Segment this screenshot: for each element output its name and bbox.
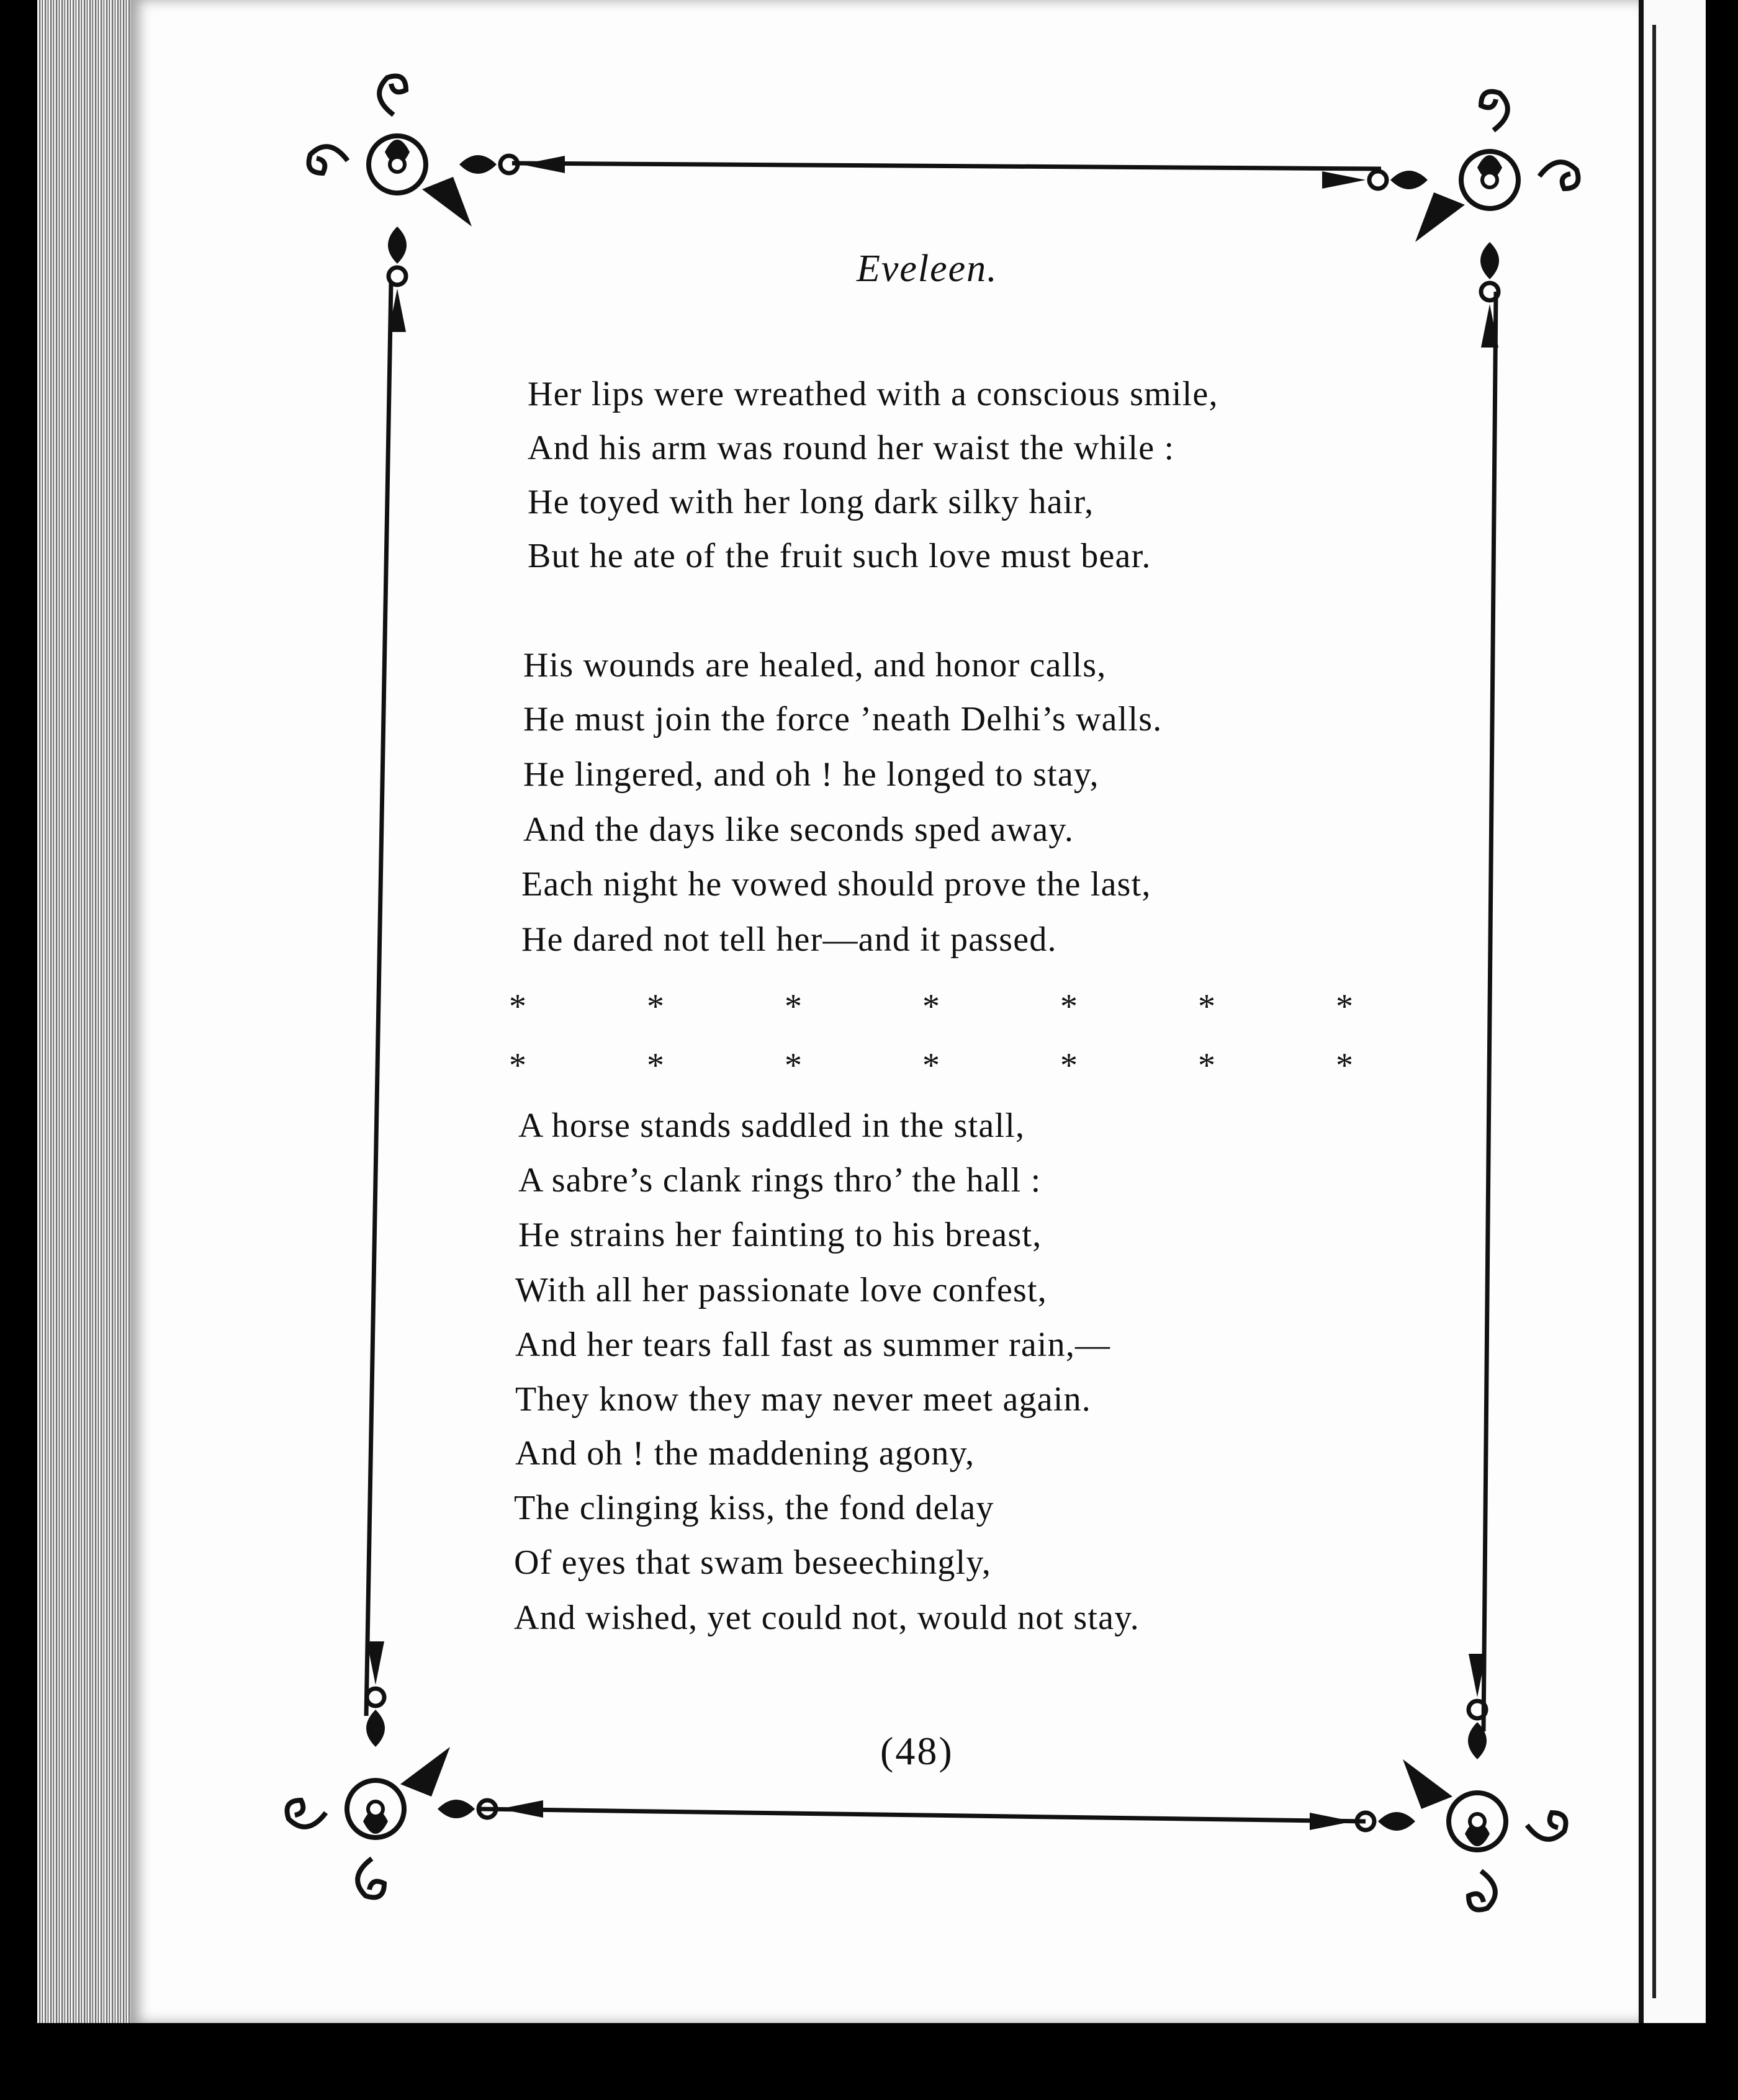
verse-line: A sabre’s clank rings thro’ the hall : bbox=[518, 1161, 1042, 1200]
asterisk: * bbox=[922, 1046, 940, 1085]
asterism-row bbox=[509, 1046, 1353, 1085]
asterisk: * bbox=[647, 1046, 664, 1085]
asterism-row bbox=[509, 987, 1353, 1026]
verse-line: The clinging kiss, the fond delay bbox=[514, 1489, 994, 1527]
verse-line: Of eyes that swam beseechingly, bbox=[514, 1543, 992, 1582]
page-number: (48) bbox=[880, 1729, 954, 1773]
verse-line: And wished, yet could not, would not stay. bbox=[514, 1599, 1140, 1637]
verse-line: They know they may never meet again. bbox=[515, 1380, 1091, 1419]
binding-strip bbox=[1639, 0, 1706, 2023]
binding-line bbox=[1652, 25, 1656, 1998]
verse-line: And oh ! the maddening agony, bbox=[515, 1434, 975, 1473]
verse-line: His wounds are healed, and honor calls, bbox=[523, 646, 1107, 684]
asterisk: * bbox=[1336, 987, 1353, 1026]
asterisk: * bbox=[509, 987, 526, 1026]
verse-line: And her tears fall fast as summer rain,— bbox=[515, 1326, 1111, 1364]
verse-line: With all her passionate love confest, bbox=[515, 1271, 1048, 1309]
asterisk: * bbox=[509, 1046, 526, 1085]
asterisk: * bbox=[1060, 1046, 1078, 1085]
asterisk: * bbox=[1060, 987, 1078, 1026]
running-title: Eveleen. bbox=[857, 248, 998, 290]
verse-line: A horse stands saddled in the stall, bbox=[518, 1106, 1025, 1145]
verse-line: He must join the force ’neath Delhi’s walls. bbox=[523, 700, 1163, 738]
verse-line: He lingered, and oh ! he longed to stay, bbox=[523, 755, 1099, 794]
asterisk: * bbox=[1198, 987, 1215, 1026]
asterisk: * bbox=[1198, 1046, 1215, 1085]
asterisk: * bbox=[785, 987, 802, 1026]
verse-line: He dared not tell her—and it passed. bbox=[521, 920, 1057, 959]
asterisk: * bbox=[922, 987, 940, 1026]
asterisk: * bbox=[647, 987, 664, 1026]
asterisk: * bbox=[785, 1046, 802, 1085]
verse-line: Her lips were wreathed with a conscious smile, bbox=[528, 375, 1218, 413]
asterisk: * bbox=[1336, 1046, 1353, 1085]
verse-line: He toyed with her long dark silky hair, bbox=[528, 483, 1094, 521]
verse-line: And the days like seconds sped away. bbox=[523, 810, 1074, 849]
verse-line: And his arm was round her waist the while : bbox=[528, 429, 1175, 467]
verse-line: But he ate of the fruit such love must bear. bbox=[528, 537, 1151, 575]
verse-line: Each night he vowed should prove the last, bbox=[521, 865, 1151, 904]
verse-line: He strains her fainting to his breast, bbox=[518, 1216, 1042, 1254]
